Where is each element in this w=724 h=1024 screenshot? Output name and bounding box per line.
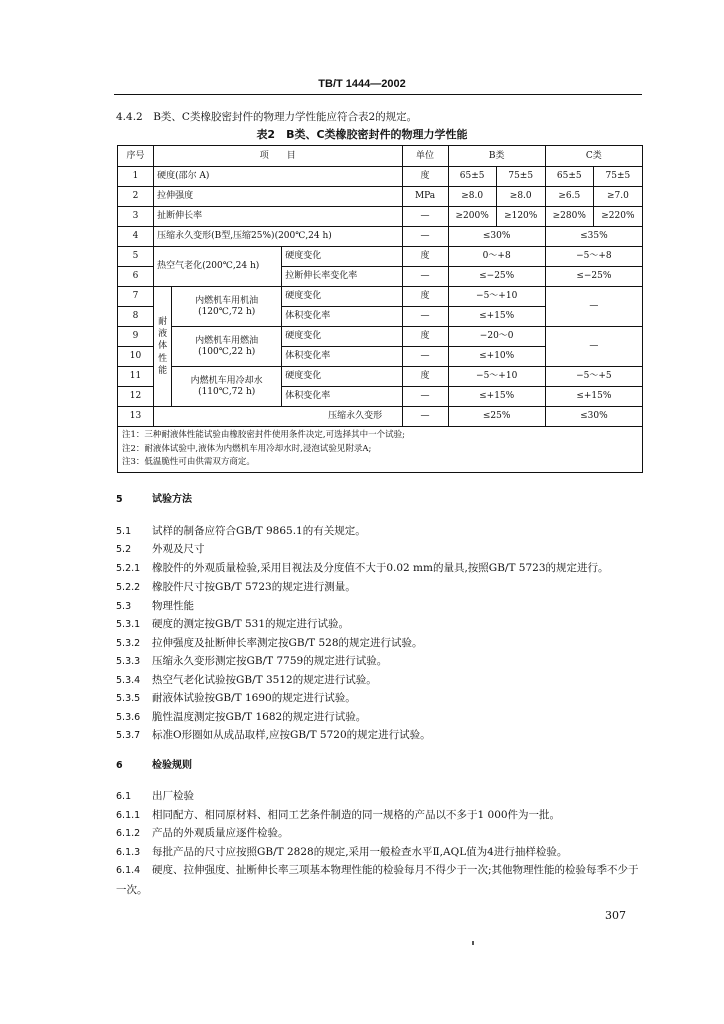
row-b: −5～+10 (448, 287, 545, 307)
row-property: 硬度变化 (282, 287, 402, 307)
row-property: 拉断伸长率变化率 (282, 267, 402, 287)
row-group-fluid: 耐液体性能 (154, 287, 172, 407)
section-clause: 6.1.3 每批产品的尺寸应按照GB/T 2828的规定,采用一般检查水平Ⅱ,AQL值为4进行抽样检验。 (116, 845, 568, 858)
table-row (118, 247, 643, 267)
row-unit: — (402, 207, 448, 227)
row-seq: 13 (118, 407, 154, 427)
row-c2: 75±5 (593, 167, 642, 187)
row-item: 拉伸强度 (154, 187, 402, 207)
row-seq: 12 (118, 387, 154, 407)
row-seq: 10 (118, 347, 154, 367)
row-group-aging: 热空气老化(200℃,24 h) (154, 247, 282, 287)
row-b: −20～0 (448, 327, 545, 347)
section-heading: 5 试验方法 (116, 494, 192, 505)
row-c: ≤35% (545, 227, 642, 247)
row-b1: ≥200% (448, 207, 496, 227)
section-clause: 6.1.4 硬度、拉伸强度、扯断伸长率三项基本物理性能的检验每月不得少于一次;其他物理性能的检验每季不少于一次。 (116, 864, 639, 896)
row-c: ≤30% (545, 407, 642, 427)
medium-condition: (110℃,72 h) (198, 386, 256, 397)
standard-code-header: TB/T 1444—2002 (318, 78, 406, 90)
row-c1: ≥6.5 (545, 187, 593, 207)
row-medium-oil (172, 287, 282, 327)
row-seq: 6 (118, 267, 154, 287)
row-medium-fuel (172, 327, 282, 367)
row-b: ≤+15% (448, 307, 545, 327)
medium-condition: (120℃,72 h) (198, 306, 256, 317)
row-b: −5～+10 (448, 367, 545, 387)
header-class-b: B类 (448, 146, 545, 167)
row-seq: 3 (118, 207, 154, 227)
row-c: ≤−25% (545, 267, 642, 287)
row-b2: ≥120% (496, 207, 545, 227)
table-header-row (118, 146, 643, 167)
table-notes (118, 427, 643, 473)
section-clause: 5.2.2 橡胶件尺寸按GB/T 5723的规定进行测量。 (116, 581, 356, 593)
table-row (118, 287, 643, 307)
medium-condition: (100℃,22 h) (198, 346, 256, 357)
section-clause: 5.2.1 橡胶件的外观质量检验,采用目视法及分度值不大于0.02 mm的量具,按照GB/T 5723的规定进行。 (116, 561, 609, 574)
table-row (118, 227, 643, 247)
row-unit: MPa (402, 187, 448, 207)
row-c2: ≥220% (593, 207, 642, 227)
row-unit: — (402, 347, 448, 367)
row-b: 0～+8 (448, 247, 545, 267)
row-unit: — (402, 267, 448, 287)
table-note: 注3：低温脆性可由供需双方商定。 (122, 457, 255, 467)
row-c: — (545, 287, 642, 327)
section-clause: 6.1 出厂检验 (116, 790, 194, 802)
header-item: 项 目 (154, 146, 402, 167)
row-item: 扯断伸长率 (154, 207, 402, 227)
row-seq: 5 (118, 247, 154, 267)
row-c1: ≥280% (545, 207, 593, 227)
section-clause: 5.3.7 标准O形圈如从成品取样,应按GB/T 5720的规定进行试验。 (116, 729, 431, 741)
medium-name: 内燃机车用冷却水 (190, 376, 263, 387)
section-clause: 5.3.2 拉伸强度及扯断伸长率测定按GB/T 528的规定进行试验。 (116, 636, 423, 649)
row-seq: 8 (118, 307, 154, 327)
table-row (118, 407, 643, 427)
row-property: 压缩永久变形 (154, 407, 402, 427)
medium-name: 内燃机车用机油 (195, 296, 259, 307)
row-c1: 65±5 (545, 167, 593, 187)
section-clause: 5.3.3 压缩永久变形测定按GB/T 7759的规定进行试验。 (116, 655, 388, 667)
row-b: ≤+10% (448, 347, 545, 367)
section-clause: 5.3 物理性能 (116, 599, 194, 612)
row-b2: 75±5 (496, 167, 545, 187)
row-property: 硬度变化 (282, 247, 402, 267)
row-b2: ≥8.0 (496, 187, 545, 207)
row-unit: 度 (402, 167, 448, 187)
section-clause: 6.1.2 产品的外观质量应逐件检验。 (116, 827, 289, 839)
sections (116, 491, 644, 899)
row-property: 硬度变化 (282, 367, 402, 387)
header-seq: 序号 (118, 146, 154, 167)
row-b: ≤30% (448, 227, 545, 247)
row-unit: — (402, 227, 448, 247)
row-b: ≤25% (448, 407, 545, 427)
table-note: 注2：耐液体试验中,液体为内燃机车用冷却水时,浸泡试验见附录A; (122, 443, 372, 454)
row-unit: 度 (402, 247, 448, 267)
row-unit: — (402, 407, 448, 427)
row-seq: 7 (118, 287, 154, 307)
row-b1: ≥8.0 (448, 187, 496, 207)
table-row (118, 187, 643, 207)
section-clause: 5.1 试样的制备应符合GB/T 9865.1的有关规定。 (116, 524, 366, 537)
section-heading: 6 检验规则 (116, 759, 192, 771)
medium-name: 内燃机车用燃油 (195, 336, 259, 347)
row-c: −5～+8 (545, 247, 642, 267)
row-unit: 度 (402, 287, 448, 307)
row-property: 硬度变化 (282, 327, 402, 347)
row-c: ≤+15% (545, 387, 642, 407)
row-property: 体积变化率 (282, 347, 402, 367)
header-unit: 单位 (402, 146, 448, 167)
row-seq: 2 (118, 187, 154, 207)
row-c: −5～+5 (545, 367, 642, 387)
section-clause: 5.3.4 热空气老化试验按GB/T 3512的规定进行试验。 (116, 673, 377, 686)
table-row (118, 207, 643, 227)
table-row (118, 167, 643, 187)
row-unit: — (402, 387, 448, 407)
properties-table (117, 145, 643, 473)
section-clause: 5.2 外观及尺寸 (116, 543, 205, 555)
table-notes-row (118, 427, 643, 473)
section-clause: 5.3.1 硬度的测定按GB/T 531的规定进行试验。 (116, 618, 350, 630)
row-unit: 度 (402, 327, 448, 347)
row-property: 体积变化率 (282, 307, 402, 327)
row-unit: 度 (402, 367, 448, 387)
row-c: — (545, 327, 642, 367)
row-seq: 9 (118, 327, 154, 347)
row-seq: 11 (118, 367, 154, 387)
section-clause: 6.1.1 相同配方、相同原材料、相同工艺条件制造的同一规格的产品以不多于1 000件为一批。 (116, 808, 561, 821)
row-medium-coolant (172, 367, 282, 407)
table-row (118, 367, 643, 387)
row-b: ≤−25% (448, 267, 545, 287)
table-note: 注1：三种耐液体性能试验由橡胶密封件使用条件决定,可选择其中一个试验; (122, 430, 405, 440)
section-clause: 5.3.6 脆性温度测定按GB/T 1682的规定进行试验。 (116, 710, 367, 723)
table-row (118, 327, 643, 347)
row-b1: 65±5 (448, 167, 496, 187)
scan-speck (472, 941, 474, 945)
row-item: 硬度(邵尔 A) (154, 167, 402, 187)
page-number: 307 (605, 909, 626, 922)
row-c2: ≥7.0 (593, 187, 642, 207)
clause-4-4-2: 4.4.2 B类、C类橡胶密封件的物理力学性能应符合表2的规定。 (116, 111, 418, 123)
header-rule (114, 94, 642, 95)
row-property: 体积变化率 (282, 387, 402, 407)
row-seq: 4 (118, 227, 154, 247)
row-b: ≤+15% (448, 387, 545, 407)
header-class-c: C类 (545, 146, 642, 167)
table-title: 表2 B类、C类橡胶密封件的物理力学性能 (256, 128, 468, 141)
row-unit: — (402, 307, 448, 327)
row-seq: 1 (118, 167, 154, 187)
section-clause: 5.3.5 耐液体试验按GB/T 1690的规定进行试验。 (116, 692, 356, 704)
row-item: 压缩永久变形(B型,压缩25%)(200℃,24 h) (154, 227, 402, 247)
